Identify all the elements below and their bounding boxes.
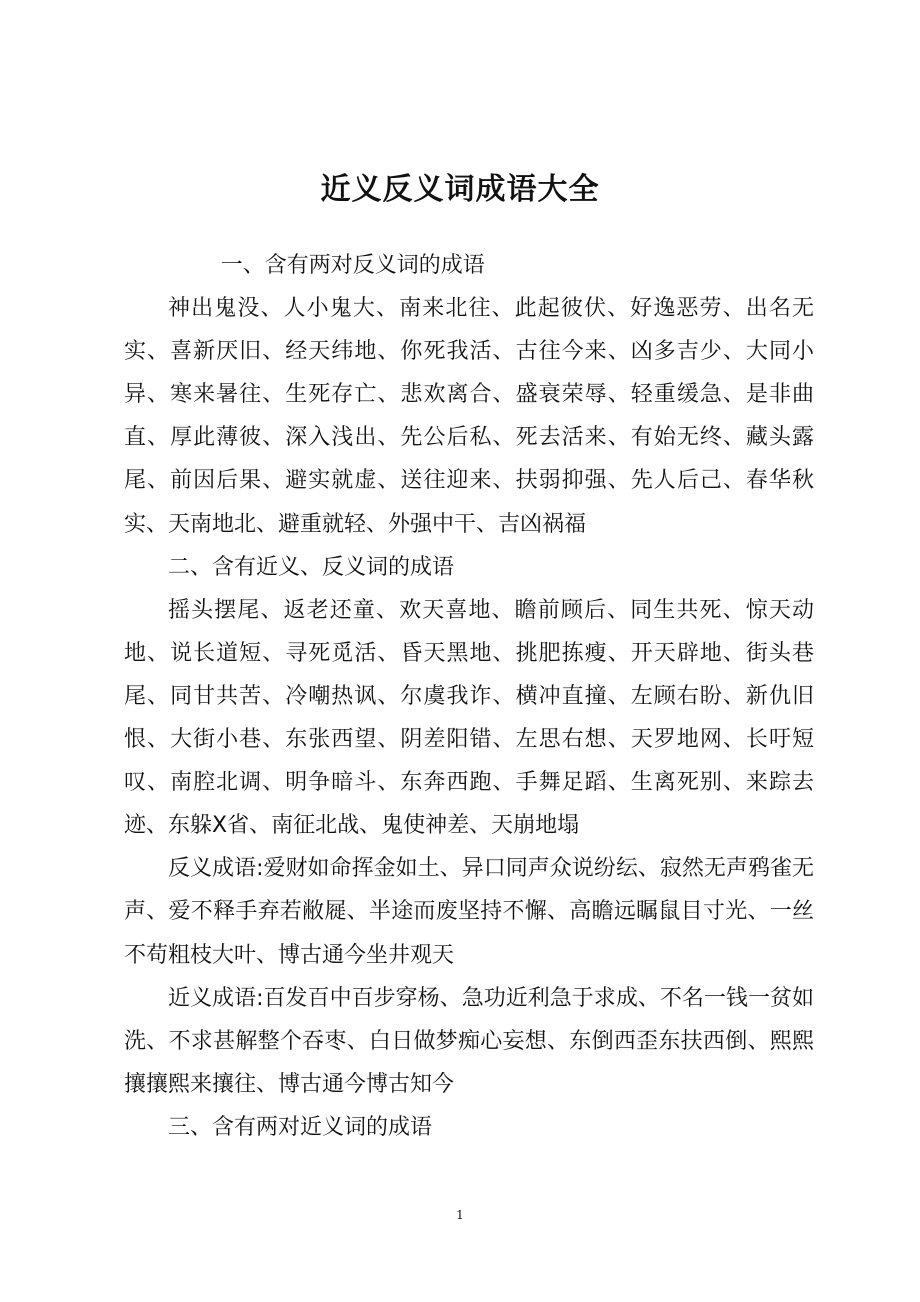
section-2-idiom-list: 摇头摆尾、返老还童、欢天喜地、瞻前顾后、同生共死、惊天动地、说长道短、寻死觅活、昏天黑地、挑肥拣瘦、开天辟地、街头巷尾、同甘共苦、冷嘲热讽、尔虞我诈、横冲直撞、左顾右盼、新仇旧恨、大街小巷、东张西望、阴差阳错、左思右想、天罗地网、长吁短叹、南腔北调、明争暗斗、东奔西跑、手舞足蹈、生离死别、来踪去迹、东躲X省、南征北战、鬼使神差、天崩地塌 bbox=[124, 597, 814, 839]
section-heading-2: 二、含有近义、反义词的成语 bbox=[168, 554, 455, 580]
section-heading-1: 一、含有两对反义词的成语 bbox=[220, 253, 485, 278]
document-body bbox=[124, 244, 814, 1149]
section-heading-3: 三、含有两对近义词的成语 bbox=[168, 1114, 433, 1140]
synonym-idiom-pairs: 近义成语:百发百中百步穿杨、急功近利急于求成、不名一钱一贫如洗、不求甚解整个吞枣、白日做梦痴心妄想、东倒西歪东扶西倒、熙熙攘攘熙来攘往、博古通今博古知今 bbox=[124, 985, 814, 1097]
antonym-idiom-pairs: 反义成语:爱财如命挥金如土、异口同声众说纷纭、寂然无声鸦雀无声、爱不释手弃若敝屣、半途而废坚持不懈、高瞻远瞩鼠目寸光、一丝不苟粗枝大叶、博古通今坐井观天 bbox=[124, 856, 814, 968]
section-1-idiom-list: 神出鬼没、人小鬼大、南来北往、此起彼伏、好逸恶劳、出名无实、喜新厌旧、经天纬地、你死我活、古往今来、凶多吉少、大同小异、寒来暑往、生死存亡、悲欢离合、盛衰荣辱、轻重缓急、是非曲直、厚此薄彼、深入浅出、先公后私、死去活来、有始无终、藏头露尾、前因后果、避实就虚、送往迎来、扶弱抑强、先人后己、春华秋实、天南地北、避重就轻、外强中干、吉凶祸福 bbox=[124, 296, 814, 537]
page-number: 1 bbox=[456, 1208, 464, 1222]
document-title: 近义反义词成语大全 bbox=[320, 172, 600, 207]
